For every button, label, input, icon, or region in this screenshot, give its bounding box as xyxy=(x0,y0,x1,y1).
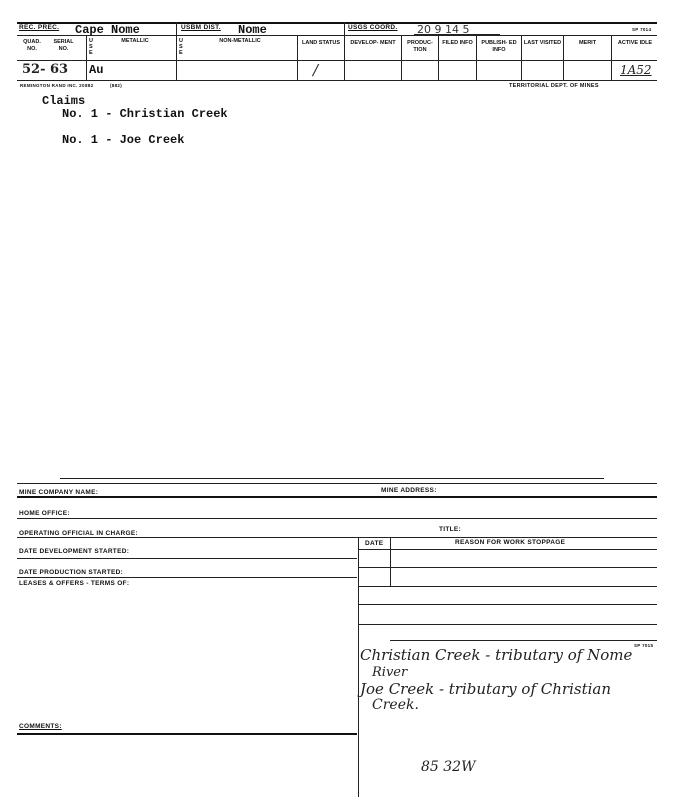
use-letter: S xyxy=(179,44,183,50)
date-development-started-label: DATE DEVELOPMENT STARTED: xyxy=(19,548,130,555)
table-header-bottom-rule xyxy=(17,60,657,61)
rec-prec-value: Cape Nome xyxy=(75,23,140,37)
operating-official-label: OPERATING OFFICIAL IN CHARGE: xyxy=(19,530,138,537)
divider xyxy=(390,537,391,587)
home-office-label: HOME OFFICE: xyxy=(19,510,70,517)
divider xyxy=(358,604,657,605)
divider xyxy=(438,35,439,80)
divider xyxy=(17,483,657,484)
rec-prec-label: REC. PREC. xyxy=(19,24,60,31)
divider xyxy=(297,35,298,80)
col-active-idle: ACTIVE IDLE xyxy=(617,40,653,46)
reason-col-header: REASON FOR WORK STOPPAGE xyxy=(455,539,566,546)
title-label: TITLE: xyxy=(439,526,462,533)
divider xyxy=(358,537,359,797)
divider xyxy=(358,624,657,625)
col-production: PRODUC- TION xyxy=(407,40,433,53)
claims-heading: Claims xyxy=(42,94,86,108)
comments-rule xyxy=(17,733,357,735)
form-number: SP 7014 xyxy=(632,27,652,32)
col-quad-no: QUAD. NO. xyxy=(23,39,41,52)
divider xyxy=(358,567,657,568)
metallic-value: Au xyxy=(89,63,104,77)
handwritten-note-line: Joe Creek - tributary of Christian xyxy=(360,680,612,698)
usbm-dist-value: Nome xyxy=(238,23,267,37)
mine-company-name-label: MINE COMPANY NAME: xyxy=(19,489,99,496)
leases-offers-label: LEASES & OFFERS - TERMS OF: xyxy=(19,580,130,587)
usbm-dist-label: USBM DIST. xyxy=(181,24,221,31)
mine-address-label: MINE ADDRESS: xyxy=(381,487,437,494)
divider xyxy=(17,577,357,578)
divider xyxy=(17,558,357,559)
quad-serial-value: 52- 63 xyxy=(22,62,69,77)
divider xyxy=(611,35,612,80)
usgs-coord-label: USGS COORD. xyxy=(348,24,398,31)
claim-item: No. 1 - Joe Creek xyxy=(62,133,185,147)
table-row-bottom-rule xyxy=(17,80,657,81)
printer-code-2: (882) xyxy=(110,83,123,88)
use-letter: E xyxy=(179,50,183,56)
date-production-started-label: DATE PRODUCTION STARTED: xyxy=(19,569,124,576)
form-number-2: SP 7015 xyxy=(634,643,654,648)
use-letter: S xyxy=(89,44,93,50)
printer-code: 882 xyxy=(85,83,94,88)
comments-label: COMMENTS: xyxy=(19,723,62,730)
claim-item: No. 1 - Christian Creek xyxy=(62,107,228,121)
col-development: DEVELOP- MENT xyxy=(350,40,396,46)
use-letter: U xyxy=(89,38,93,44)
col-filed-info: FILED INFO xyxy=(442,40,473,46)
divider xyxy=(390,640,657,641)
divider xyxy=(17,496,657,498)
handwritten-note-line: River xyxy=(372,665,408,680)
use-letters-nonmetallic xyxy=(179,38,185,56)
col-merit: MERIT xyxy=(578,40,597,46)
handwritten-code: 85 32W xyxy=(421,759,476,775)
land-status-value: / xyxy=(313,61,319,79)
divider xyxy=(521,35,522,80)
divider xyxy=(476,35,477,80)
use-letters-metallic xyxy=(89,38,95,56)
usgs-coord-underline xyxy=(414,34,500,35)
usgs-coord-value: 20 9 14 5 xyxy=(417,23,470,36)
handwritten-note-line: Creek. xyxy=(372,697,419,713)
col-quad-serial-header xyxy=(17,39,87,53)
divider xyxy=(358,586,657,587)
col-serial-no: SERIAL NO. xyxy=(53,39,74,52)
active-idle-value: 1A52 xyxy=(620,63,652,77)
divider xyxy=(17,537,657,538)
divider xyxy=(358,549,657,550)
col-land-status: LAND STATUS xyxy=(302,40,340,46)
col-published-info: PUBLISH- ED INFO xyxy=(481,40,517,53)
col-metallic: METALLIC xyxy=(121,38,149,44)
divider xyxy=(344,22,345,80)
divider xyxy=(17,518,657,519)
col-last-visited: LAST VISITED xyxy=(523,40,562,46)
use-letter: U xyxy=(179,38,183,44)
department-name: TERRITORIAL DEPT. OF MINES xyxy=(509,83,599,89)
printer-name: REMINGTON RAND INC. 20 xyxy=(20,83,85,88)
divider xyxy=(176,22,177,80)
divider xyxy=(60,478,604,479)
divider xyxy=(401,35,402,80)
handwritten-note-line: Christian Creek - tributary of Nome xyxy=(360,646,633,664)
divider xyxy=(563,35,564,80)
date-col-header: DATE xyxy=(365,540,384,547)
use-letter: E xyxy=(89,50,93,56)
col-non-metallic: NON-METALLIC xyxy=(219,38,261,44)
